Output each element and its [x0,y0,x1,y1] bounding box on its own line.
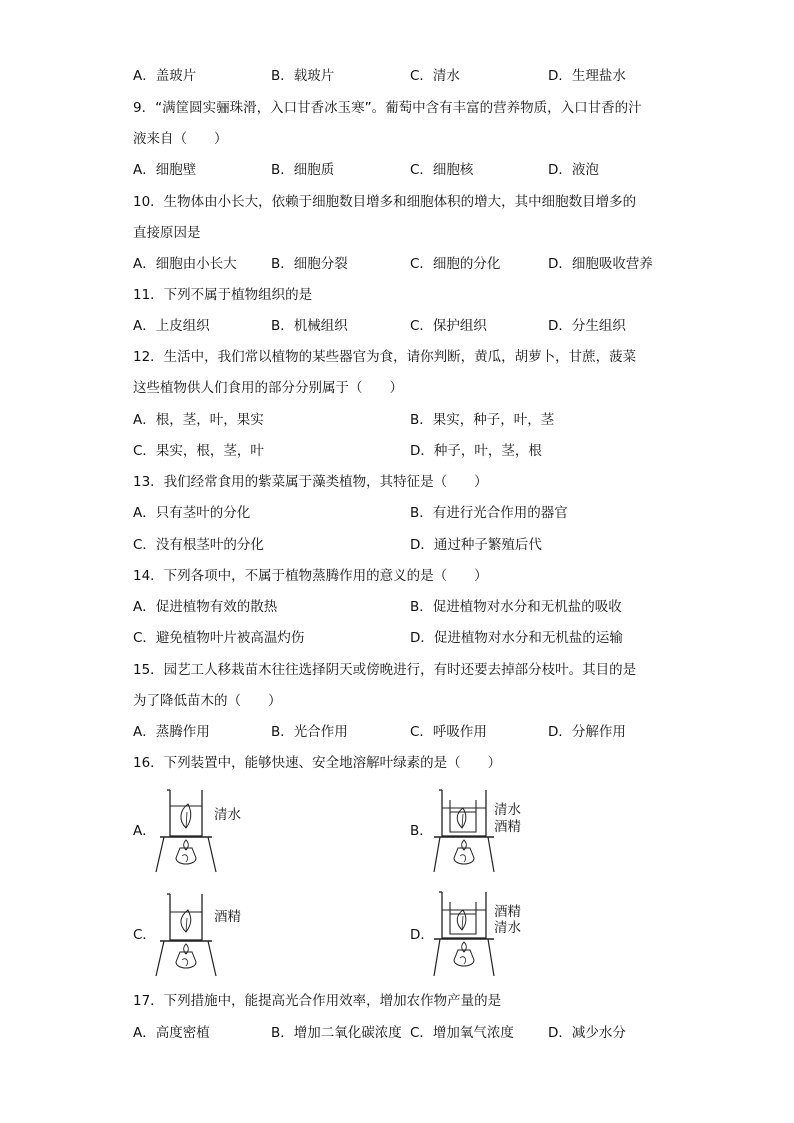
q17-option-d[interactable]: D．减少水分 [548,1025,626,1041]
q9-option-a[interactable]: A．细胞壁 [133,162,197,178]
q9-stem-line2: 液来自（ ） [133,131,228,147]
q10-option-d[interactable]: D．细胞吸收营养 [548,256,653,272]
q10-stem-line2: 直接原因是 [133,225,201,241]
beaker-apparatus-a [150,786,220,876]
q16-figure-a-label-1: 清水 [214,807,241,823]
beaker-apparatus-b [428,786,498,876]
q14-option-c[interactable]: C．避免植物叶片被高温灼伤 [133,630,305,646]
q13-option-a[interactable]: A．只有茎叶的分化 [133,505,251,521]
q16-figure-b-letter: B． [410,823,433,839]
q13-option-d[interactable]: D．通过种子繁殖后代 [410,537,542,553]
q16-figure-d-label-2: 清水 [494,920,521,936]
q16-figure-a-letter: A． [133,823,156,839]
q13-option-b[interactable]: B．有进行光合作用的器官 [410,505,568,521]
q15-option-d[interactable]: D．分解作用 [548,724,626,740]
q9-stem-line1: 9．“满筐圆实骊珠滑，入口甘香冰玉寒”。葡萄中含有丰富的营养物质，入口甘香的汁 [133,100,642,116]
q8-option-a[interactable]: A．盖玻片 [133,68,197,84]
q8-option-d[interactable]: D．生理盐水 [548,68,626,84]
q12-option-c[interactable]: C．果实，根，茎，叶 [133,443,264,459]
q9-option-d[interactable]: D．液泡 [548,162,599,178]
beaker-apparatus-d [428,886,498,980]
q11-option-d[interactable]: D．分生组织 [548,318,626,334]
q16-figure-d-letter: D． [410,927,434,943]
q15-option-c[interactable]: C．呼吸作用 [410,724,487,740]
q14-option-d[interactable]: D．促进植物对水分和无机盐的运输 [410,630,623,646]
q17-option-c[interactable]: C．增加氧气浓度 [410,1025,514,1041]
q12-stem-line2: 这些植物供人们食用的部分分别属于（ ） [133,380,403,396]
q16-figure-b-label-2: 酒精 [494,819,521,835]
q11-option-a[interactable]: A．上皮组织 [133,318,210,334]
q12-option-b[interactable]: B．果实，种子，叶，茎 [410,412,555,428]
q14-option-a[interactable]: A．促进植物有效的散热 [133,599,278,615]
beaker-apparatus-c [150,890,220,980]
q8-option-b[interactable]: B．载玻片 [271,68,335,84]
q11-stem: 11．下列不属于植物组织的是 [133,287,313,303]
q16-figure-d-label-1: 酒精 [494,904,521,920]
q10-option-b[interactable]: B．细胞分裂 [271,256,348,272]
q16-figure-b-label-1: 清水 [494,802,521,818]
q12-option-a[interactable]: A．根，茎，叶，果实 [133,412,264,428]
q11-option-c[interactable]: C．保护组织 [410,318,487,334]
q12-stem-line1: 12．生活中，我们常以植物的某些器官为食，请你判断，黄瓜，胡萝卜，甘蔗，菠菜 [133,349,637,365]
q15-stem-line2: 为了降低苗木的（ ） [133,693,282,709]
q17-option-b[interactable]: B．增加二氧化碳浓度 [271,1025,402,1041]
q14-stem: 14．下列各项中，不属于植物蒸腾作用的意义的是（ ） [133,568,488,584]
q8-option-c[interactable]: C．清水 [410,68,460,84]
q12-option-d[interactable]: D．种子，叶，茎，根 [410,443,542,459]
q13-stem: 13．我们经常食用的紫菜属于藻类植物，其特征是（ ） [133,474,488,490]
q10-option-a[interactable]: A．细胞由小长大 [133,256,237,272]
q9-option-b[interactable]: B．细胞质 [271,162,335,178]
q10-option-c[interactable]: C．细胞的分化 [410,256,501,272]
q9-option-c[interactable]: C．细胞核 [410,162,474,178]
q11-option-b[interactable]: B．机械组织 [271,318,348,334]
q14-option-b[interactable]: B．促进植物对水分和无机盐的吸收 [410,599,622,615]
q16-figure-c-letter: C． [133,927,156,943]
q15-stem-line1: 15．园艺工人移栽苗木往往选择阴天或傍晚进行，有时还要去掉部分枝叶。其目的是 [133,662,637,678]
q16-stem: 16．下列装置中，能够快速、安全地溶解叶绿素的是（ ） [133,755,502,771]
q16-figure-c-label-1: 酒精 [214,909,241,925]
q15-option-a[interactable]: A．蒸腾作用 [133,724,210,740]
q10-stem-line1: 10．生物体由小长大，依赖于细胞数目增多和细胞体积的增大，其中细胞数目增多的 [133,194,637,210]
q17-option-a[interactable]: A．高度密植 [133,1025,210,1041]
q17-stem: 17．下列措施中，能提高光合作用效率，增加农作物产量的是 [133,993,502,1009]
q13-option-c[interactable]: C．没有根茎叶的分化 [133,537,264,553]
q15-option-b[interactable]: B．光合作用 [271,724,348,740]
